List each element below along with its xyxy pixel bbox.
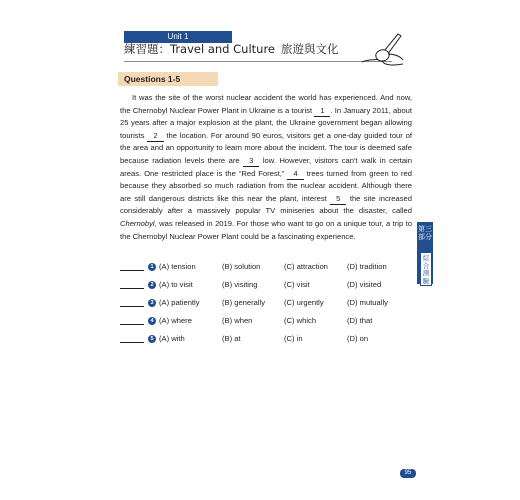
option-a: (A) with [159, 334, 185, 343]
option-b: (B) at [222, 334, 241, 343]
option-d: (D) on [347, 334, 369, 343]
option-a: (A) patiently [159, 298, 200, 307]
topic-tab: 綜合測驗 [420, 252, 432, 286]
option-c: (C) attraction [284, 262, 328, 271]
question-number-badge: 1 [148, 263, 156, 271]
question-row [120, 312, 420, 330]
answer-blank[interactable] [120, 306, 144, 307]
part-tab: 第三部分 [417, 222, 433, 284]
question-number-badge: 5 [148, 335, 156, 343]
reading-passage [120, 92, 412, 243]
show-title: Chernobyl [120, 218, 155, 228]
option-a: (A) where [159, 316, 192, 325]
question-number-badge: 2 [148, 281, 156, 289]
option-c: (C) urgently [284, 298, 324, 307]
question-row [120, 294, 420, 312]
question-number-badge: 3 [148, 299, 156, 307]
passage-text-1: It was the site of the worst nuclear accident the world has experienced. And now, the Chernobyl Nuclear Power Plant in Ukraine is a tourist [120, 93, 412, 115]
passage-text-6: the site increased considerably after a massively popular TV miniseries about the disaster, called [120, 193, 412, 216]
blank-4: 4 [287, 169, 303, 180]
option-a: (A) tension [159, 262, 196, 271]
page-number: 95 [400, 469, 416, 478]
hand-writing-icon [360, 28, 404, 68]
option-b: (B) when [222, 316, 253, 325]
question-row [120, 330, 420, 348]
option-b: (B) visiting [222, 280, 258, 289]
answer-blank[interactable] [120, 324, 144, 325]
page-title [124, 42, 339, 57]
unit-label: Unit 1 [124, 31, 232, 43]
question-number-badge: 4 [148, 317, 156, 325]
option-c: (C) which [284, 316, 317, 325]
option-b: (B) generally [222, 298, 266, 307]
blank-1: 1 [314, 106, 330, 117]
passage-text-3: the location. For around 90 euros, visitors get a one-day guided tour of the area and an opportunity to learn more about the incident. The tour is deemed safe because radiation levels there are [120, 130, 412, 165]
passage-text-7: , was released in 2019. For those who want to go on a unique tour, a trip to the Chernobyl Nuclear Power Plant could be a fascinating experience. [120, 218, 412, 241]
section-label: Questions 1-5 [118, 72, 218, 86]
title-divider [124, 61, 392, 62]
passage-text-4: low. However, visitors can't walk in certain areas. One restricted place is the “Red Forest,” [120, 155, 412, 178]
passage-text-2: . In January 2011, about 25 years after a major explosion at the plant, the Ukraine government began allowing tourists [120, 105, 413, 140]
passage-text-5: trees turned from green to red because they absorbed so much radiation from the nuclear accident. Although there are still dangerous districts like this near the plant, interest [120, 168, 412, 203]
option-d: (D) tradition [347, 262, 387, 271]
title-chinese: 旅遊與文化 [281, 42, 339, 56]
answer-blank[interactable] [120, 270, 144, 271]
blank-2: 2 [147, 131, 163, 142]
option-b: (B) solution [222, 262, 261, 271]
title-english: 練習題：Travel and Culture [124, 42, 275, 56]
blank-5: 5 [330, 194, 346, 205]
option-c: (C) in [284, 334, 303, 343]
option-c: (C) visit [284, 280, 310, 289]
question-list [120, 258, 420, 348]
question-row [120, 258, 420, 276]
answer-blank[interactable] [120, 288, 144, 289]
option-d: (D) mutually [347, 298, 388, 307]
question-row [120, 276, 420, 294]
option-a: (A) to visit [159, 280, 193, 289]
blank-3: 3 [243, 156, 259, 167]
option-d: (D) that [347, 316, 373, 325]
answer-blank[interactable] [120, 342, 144, 343]
option-d: (D) visited [347, 280, 382, 289]
